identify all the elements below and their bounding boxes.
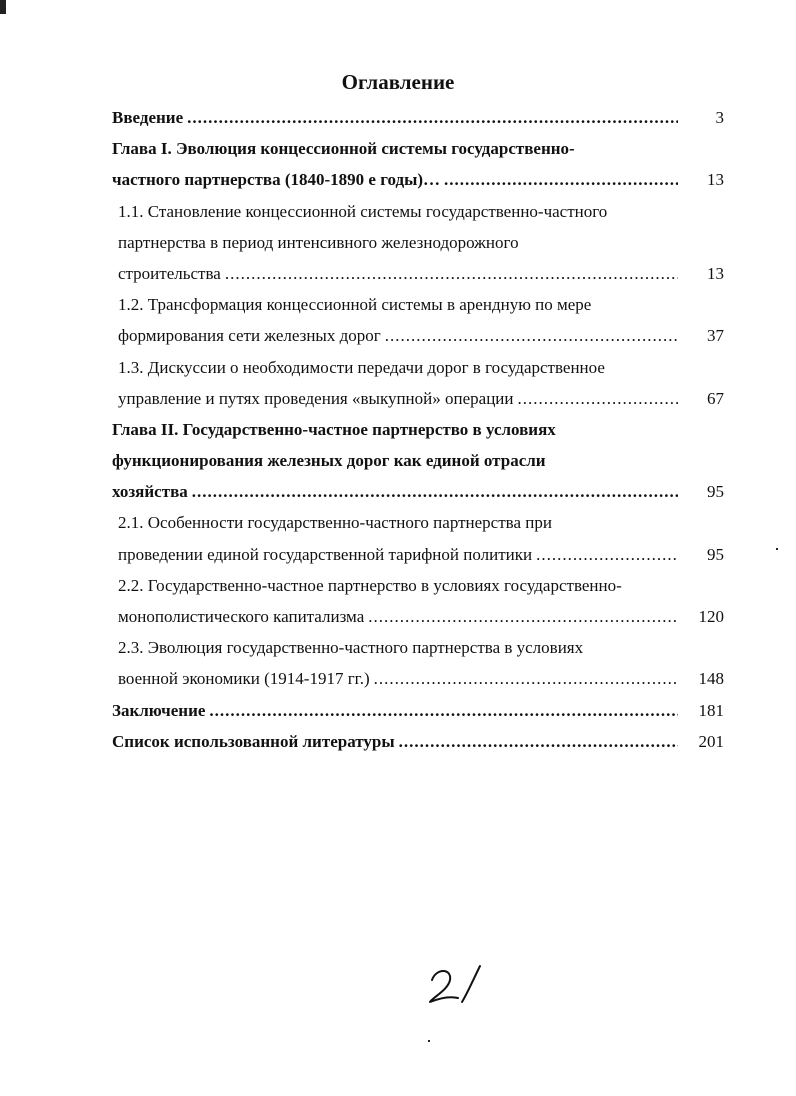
toc-page-number: 37 <box>707 326 724 346</box>
toc-page-number: 13 <box>707 263 724 283</box>
toc-entry-text: 2.1. Особенности государственно-частного партнерства при <box>118 513 552 533</box>
toc-entry-text: хозяйства <box>112 482 188 502</box>
toc-entry <box>112 663 724 694</box>
table-of-contents <box>112 102 724 757</box>
toc-entry-text: Список использованной литературы <box>112 731 395 751</box>
toc-entry-text: Глава II. Государственно-частное партнерство в условиях <box>112 419 556 439</box>
toc-leader-dots <box>399 726 678 757</box>
toc-entry <box>112 570 724 601</box>
toc-entry <box>112 414 724 445</box>
toc-page-number: 148 <box>698 669 724 689</box>
toc-leader-dots <box>225 258 678 289</box>
page-title: Оглавление <box>341 70 455 94</box>
toc-entry <box>112 320 724 351</box>
toc-entry-text: 2.2. Государственно-частное партнерство в условиях государственно- <box>118 575 622 595</box>
toc-page-number: 181 <box>698 700 724 720</box>
toc-entry <box>112 507 724 538</box>
toc-entry-text: 1.1. Становление концессионной системы государственно-частного <box>118 201 608 221</box>
toc-leader-dots <box>192 476 678 507</box>
toc-page-number: 95 <box>707 544 724 564</box>
scan-speck <box>776 548 778 550</box>
toc-entry <box>112 726 724 757</box>
toc-leader-dots <box>536 539 678 570</box>
toc-leader-dots <box>209 695 678 726</box>
toc-leader-dots <box>368 601 678 632</box>
toc-page-number: 3 <box>715 108 724 127</box>
toc-leader-dots <box>374 663 678 694</box>
toc-entry <box>112 383 724 414</box>
toc-leader-dots <box>444 164 678 195</box>
toc-entry <box>112 539 724 570</box>
toc-entry-text: 1.2. Трансформация концессионной системы в арендную по мере <box>118 295 592 315</box>
scan-speck <box>428 1040 430 1042</box>
toc-leader-dots <box>385 320 678 351</box>
toc-entry-text: Глава I. Эволюция концессионной системы государственно- <box>112 139 575 159</box>
toc-leader-dots <box>517 383 678 414</box>
handwritten-page-number <box>418 958 488 1008</box>
toc-entry-text: формирования сети железных дорог <box>118 326 381 346</box>
toc-entry <box>112 196 724 227</box>
toc-entry <box>112 258 724 289</box>
toc-page-number: 13 <box>707 170 724 190</box>
toc-entry-text: 1.3. Дискуссии о необходимости передачи дорог в государственное <box>118 357 605 377</box>
toc-entry <box>112 632 724 663</box>
scan-corner-mark <box>0 0 6 14</box>
toc-entry <box>112 102 724 133</box>
toc-entry-text: партнерства в период интенсивного железнодорожного <box>118 232 519 252</box>
toc-entry <box>112 601 724 632</box>
toc-page-number: 67 <box>707 388 724 408</box>
toc-entry-text: монополистического капитализма <box>118 607 365 626</box>
toc-entry-text: частного партнерства (1840-1890 е годы)… <box>112 170 441 190</box>
toc-entry-text: функционирования железных дорог как единой отрасли <box>112 451 546 471</box>
toc-leader-dots <box>187 102 678 133</box>
toc-entry <box>112 227 724 258</box>
toc-entry-text: Введение <box>112 108 184 127</box>
toc-entry <box>112 445 724 476</box>
toc-entry <box>112 352 724 383</box>
toc-page-number: 120 <box>698 607 724 626</box>
toc-entry <box>112 476 724 507</box>
toc-entry-text: Заключение <box>112 700 206 720</box>
toc-page-number: 201 <box>698 731 724 751</box>
toc-entry-text: проведении единой государственной тарифной политики <box>118 544 533 564</box>
toc-entry <box>112 164 724 195</box>
toc-entry-text: управление и путях проведения «выкупной» операции <box>118 388 514 408</box>
toc-page-number: 95 <box>707 482 724 502</box>
toc-entry <box>112 695 724 726</box>
toc-entry-text: строительства <box>118 263 221 283</box>
toc-entry-text: 2.3. Эволюция государственно-частного партнерства в условиях <box>118 638 584 658</box>
toc-entry <box>112 289 724 320</box>
toc-entry-text: военной экономики (1914-1917 гг.) <box>118 669 370 689</box>
toc-entry <box>112 133 724 164</box>
